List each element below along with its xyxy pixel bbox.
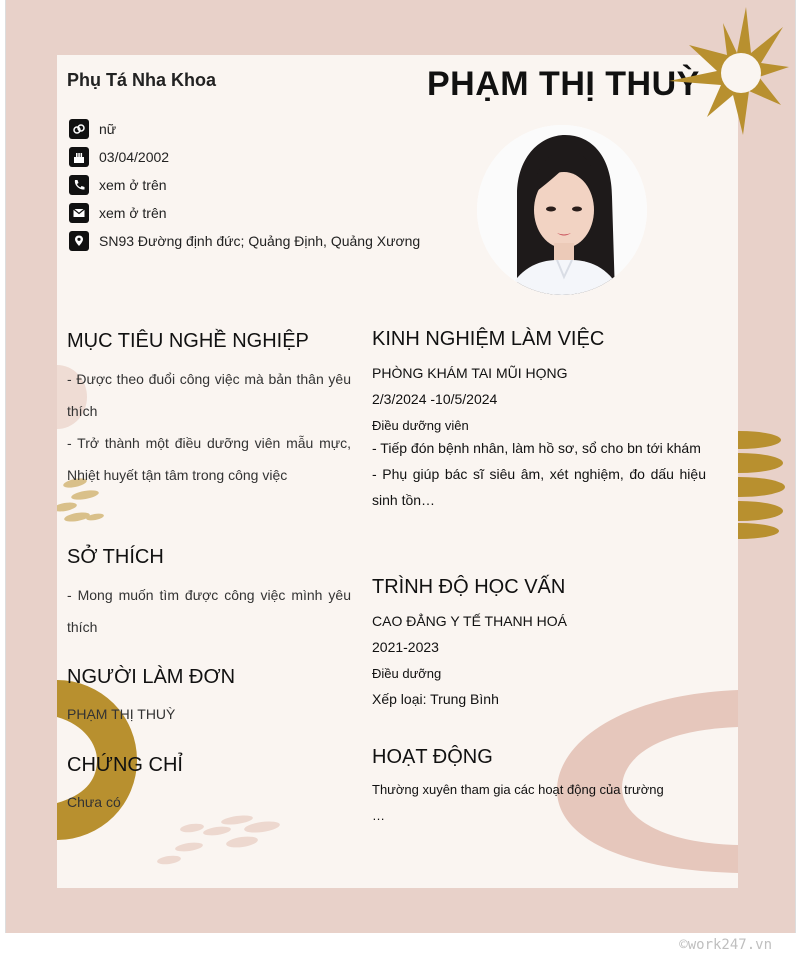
experience-company: PHÒNG KHÁM TAI MŨI HỌNG [372, 365, 568, 381]
applicant-heading: NGƯỜI LÀM ĐƠN [67, 666, 236, 688]
activities-text: Thường xuyên tham gia các hoạt động của trường … [372, 782, 664, 823]
cv-paper [57, 55, 738, 888]
education-grade: Xếp loại: Trung Bình [372, 691, 499, 707]
email-icon [69, 203, 89, 223]
birthday-value: 03/04/2002 [99, 149, 170, 165]
education-heading: TRÌNH ĐỘ HỌC VẤN [372, 576, 566, 598]
address-value: SN93 Đường định đức; Quảng Định, Quảng Xương [99, 233, 421, 249]
experience-position: Điều dưỡng viên [372, 418, 469, 433]
phone-icon [69, 175, 89, 195]
info-birthday [69, 146, 169, 168]
gender-value: nữ [99, 121, 117, 137]
location-icon [69, 231, 89, 251]
gold-stripes-decoration [731, 425, 795, 545]
certificates-text: Chưa có [67, 794, 121, 810]
activities-heading: HOẠT ĐỘNG [372, 746, 493, 768]
education-period: 2021-2023 [372, 639, 439, 655]
info-email [69, 202, 167, 224]
gender-icon [69, 119, 89, 139]
education-school: CAO ĐẲNG Y TẾ THANH HOÁ [372, 613, 568, 629]
experience-period: 2/3/2024 -10/5/2024 [372, 391, 498, 407]
objective-text: - Được theo đuổi công việc mà bản thân yêu thích - Trở thành một điều dưỡng viên mẫu mực, Nhiệt huyết tận tâm trong công việc [67, 371, 351, 483]
profile-photo [477, 125, 647, 295]
info-address [69, 230, 420, 252]
candidate-name: PHẠM THỊ THUỲ [427, 65, 700, 103]
education-major: Điều dưỡng [372, 666, 442, 681]
applicant-name: PHẠM THỊ THUỲ [67, 706, 176, 722]
email-value: xem ở trên [99, 205, 167, 221]
objective-heading: MỤC TIÊU NGHỀ NGHIỆP [67, 330, 309, 352]
hobbies-heading: SỞ THÍCH [67, 546, 164, 568]
experience-heading: KINH NGHIỆM LÀM VIỆC [372, 328, 605, 350]
phone-value: xem ở trên [99, 177, 167, 193]
info-gender [69, 118, 116, 140]
job-title: Phụ Tá Nha Khoa [67, 70, 217, 90]
watermark: ©work247.vn [679, 937, 772, 953]
birthday-cake-icon [69, 147, 89, 167]
gold-star-decoration [661, 5, 791, 140]
hobbies-text: - Mong muốn tìm được công việc mình yêu thích [67, 587, 351, 635]
certificates-heading: CHỨNG CHỈ [67, 754, 183, 776]
cv-page [5, 0, 796, 933]
experience-details: - Tiếp đón bệnh nhân, làm hồ sơ, sổ cho bn tới khám - Phụ giúp bác sĩ siêu âm, xét nghiệm, đo dấu hiệu sinh tồn… [372, 440, 706, 508]
info-phone [69, 174, 167, 196]
